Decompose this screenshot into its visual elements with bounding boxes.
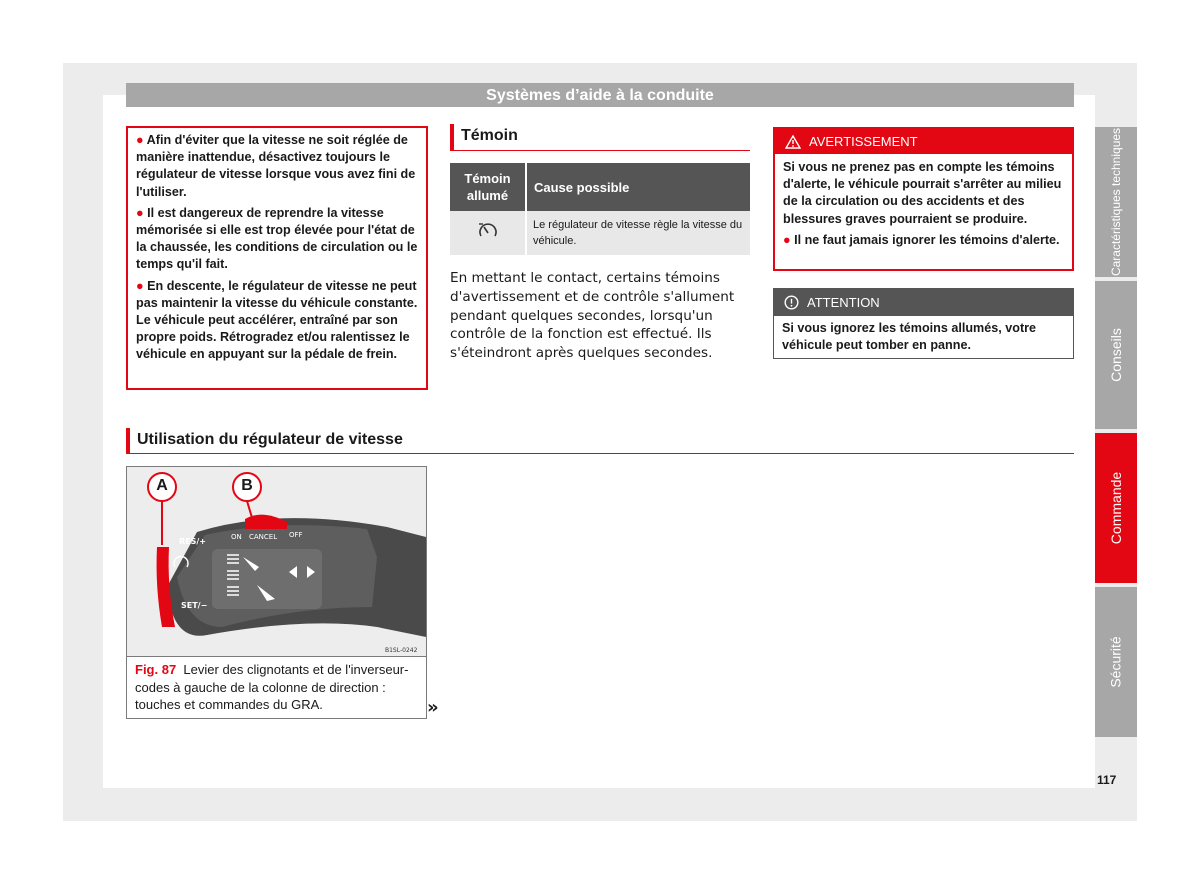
tab-commande[interactable]: Commande	[1095, 433, 1137, 583]
off-label: OFF	[289, 531, 303, 539]
cancel-label: CANCEL	[249, 533, 278, 541]
avertissement-box	[773, 127, 1074, 271]
chapter-header: Systèmes d’aide à la conduite	[126, 83, 1074, 107]
table-row	[450, 211, 750, 255]
figure-caption: Fig. 87 Levier des clignotants et de l'inverseur-codes à gauche de la colonne de direction : touches et commandes du GRA.	[135, 662, 409, 713]
avertissement-text: Si vous ne prenez pas en compte les témoins d'alerte, le véhicule pourrait s'arrêter au milieu de la circulation ou des accidents et des blessures graves pourraient se produire.	[783, 160, 1062, 226]
cruise-control-icon	[450, 211, 526, 255]
temoin-table	[450, 163, 750, 255]
tab-conseils[interactable]: Conseils	[1095, 281, 1137, 429]
section-heading: Utilisation du régulateur de vitesse	[126, 428, 1074, 454]
callout-b: B	[241, 477, 253, 494]
avertissement-label: AVERTISSEMENT	[809, 134, 918, 149]
res-label: RES/+	[179, 537, 207, 546]
figure-87	[126, 466, 427, 719]
attention-text: Si vous ignorez les témoins allumés, votre véhicule peut tomber en panne.	[782, 321, 1037, 353]
avertissement-item: ● Il ne faut jamais ignorer les témoins d'alerte.	[783, 232, 1060, 247]
warning-item: ● Il est dangereux de reprendre la vitesse mémorisée si elle est trop élevée pour l'état de la chaussée, les conditions de circulation ou le temps qu'il fait.	[136, 205, 418, 272]
attention-bar	[774, 289, 1073, 316]
on-label: ON	[231, 533, 242, 541]
attention-box	[773, 288, 1074, 359]
figure-code: B1SL-0242	[385, 647, 418, 654]
continue-mark: »	[427, 697, 439, 718]
avertissement-bar	[775, 129, 1072, 154]
tab-caracteristiques-techniques[interactable]: Caractéristiques techniques	[1095, 127, 1137, 277]
temoin-heading: Témoin	[450, 124, 750, 151]
set-label: SET/−	[181, 601, 208, 610]
table-cell-cause: Le régulateur de vitesse règle la vitesse du véhicule.	[526, 211, 750, 255]
figure-number: Fig. 87	[135, 662, 177, 677]
stalk-illustration	[127, 467, 426, 657]
warning-box-left	[126, 126, 428, 390]
column-header-cause: Cause possible	[526, 163, 750, 211]
body-paragraph: En mettant le contact, certains témoins d'avertissement et de contrôle s'allument pendant quelques secondes, lorsqu'un contrôle de la fonction est effectué. Ils s'éteindront après quelques secondes.	[450, 270, 735, 362]
attention-label: ATTENTION	[807, 295, 880, 310]
column-header-temoin: Témoin allumé	[450, 163, 526, 211]
warning-triangle-icon	[785, 135, 801, 149]
tab-securite[interactable]: Sécurité	[1095, 587, 1137, 737]
callout-a: A	[156, 477, 168, 494]
attention-circle-icon	[784, 295, 799, 310]
warning-item: ● Afin d'éviter que la vitesse ne soit réglée de manière inattendue, désactivez toujours le régulateur de vitesse lorsque vous avez fini de l'utiliser.	[136, 133, 416, 199]
warning-item: ● En descente, le régulateur de vitesse ne peut pas maintenir la vitesse du véhicule constante. Le véhicule peut accélérer, entraîné par son propre poids. Rétrogradez et/ou ralentissez le véhicule en appuyant sur la pédale de frein.	[136, 278, 418, 362]
page-number: 117	[1097, 773, 1117, 787]
